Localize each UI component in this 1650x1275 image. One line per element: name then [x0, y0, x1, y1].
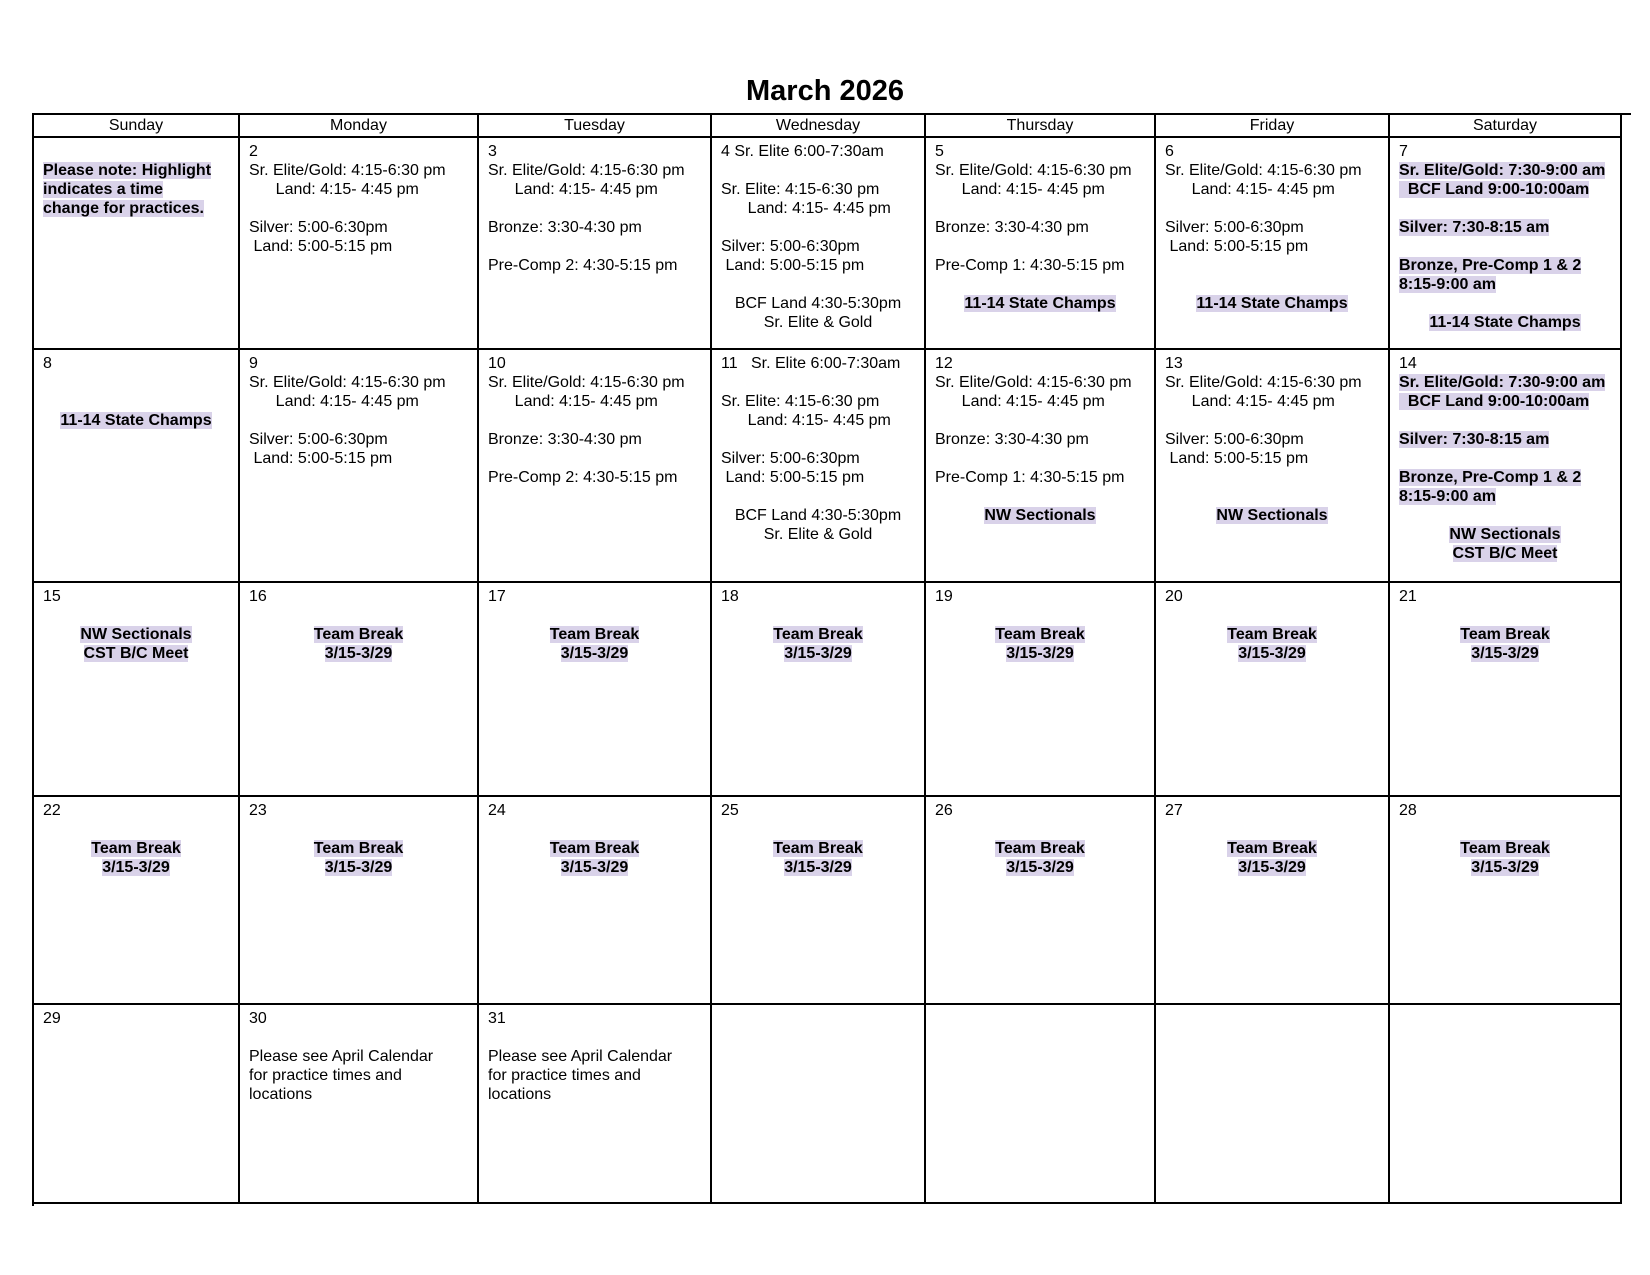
highlight-event: Team Break [313, 840, 404, 857]
highlight-event: Silver: 7:30-8:15 am [1399, 219, 1550, 236]
event-line: Silver: 5:00-6:30pm [249, 219, 388, 236]
calendar-grid [32, 113, 1631, 1206]
highlight-note-line: Please note: Highlight [43, 162, 212, 179]
highlight-event: 3/15-3/29 [1006, 645, 1074, 662]
day-cell-note [34, 138, 240, 350]
day-cell-7 [1390, 138, 1622, 350]
event-line: Pre-Comp 2: 4:30-5:15 pm [488, 257, 678, 274]
day-cell-21 [1390, 583, 1622, 797]
event-line: Sr. Elite & Gold [763, 526, 873, 543]
day-cell-30 [240, 1005, 479, 1204]
weekday-header-wednesday: Wednesday [712, 115, 926, 138]
event-line: Land: 5:00-5:15 pm [721, 469, 865, 486]
day-cell-12 [926, 350, 1156, 583]
day-number: 21 [1399, 588, 1417, 605]
day-number: 31 [488, 1010, 506, 1027]
event-line: Pre-Comp 1: 4:30-5:15 pm [935, 469, 1125, 486]
day-number: 7 [1399, 143, 1408, 160]
day-number: 10 [488, 355, 506, 372]
event-line: Bronze: 3:30-4:30 pm [935, 219, 1089, 236]
event-line: Land: 4:15- 4:45 pm [721, 200, 891, 217]
event-line: Pre-Comp 1: 4:30-5:15 pm [935, 257, 1125, 274]
day-cell-empty [712, 1005, 926, 1204]
event-line: Sr. Elite/Gold: 4:15-6:30 pm [249, 374, 446, 391]
highlight-event: 8:15-9:00 am [1399, 276, 1496, 293]
highlight-event: Team Break [91, 840, 181, 857]
day-cell-22 [34, 797, 240, 1005]
event-line: Sr. Elite/Gold: 4:15-6:30 pm [935, 374, 1132, 391]
highlight-event: 3/15-3/29 [1006, 859, 1074, 876]
highlight-event: 11-14 State Champs [1429, 314, 1581, 331]
highlight-event: Team Break [313, 626, 404, 643]
day-cell-20 [1156, 583, 1390, 797]
highlight-event: 11-14 State Champs [964, 295, 1116, 312]
event-line: Sr. Elite/Gold: 4:15-6:30 pm [1165, 162, 1362, 179]
highlight-event: Sr. Elite/Gold: 7:30-9:00 am [1399, 162, 1606, 179]
highlight-event: CST B/C Meet [83, 645, 189, 662]
day-number: 5 [935, 143, 944, 160]
day-cell-empty [1390, 1005, 1622, 1204]
highlight-event: 3/15-3/29 [1471, 645, 1539, 662]
event-line: Land: 5:00-5:15 pm [1165, 238, 1309, 255]
day-cell-11 [712, 350, 926, 583]
day-cell-13 [1156, 350, 1390, 583]
day-cell-15 [34, 583, 240, 797]
weekday-header-monday: Monday [240, 115, 479, 138]
highlight-event: Team Break [549, 626, 640, 643]
event-line: Land: 4:15- 4:45 pm [935, 181, 1105, 198]
weekday-header-friday: Friday [1156, 115, 1390, 138]
day-cell-24 [479, 797, 712, 1005]
event-line: Sr. Elite/Gold: 4:15-6:30 pm [249, 162, 446, 179]
weekday-header-thursday: Thursday [926, 115, 1156, 138]
highlight-event: 11-14 State Champs [60, 412, 212, 429]
highlight-event: Team Break [773, 626, 863, 643]
day-cell-8 [34, 350, 240, 583]
event-line: Sr. Elite/Gold: 4:15-6:30 pm [935, 162, 1132, 179]
highlight-event: NW Sectionals [984, 507, 1096, 524]
event-line: Bronze: 3:30-4:30 pm [488, 219, 642, 236]
highlight-event: 3/15-3/29 [560, 859, 629, 876]
highlight-event: Team Break [1227, 840, 1317, 857]
event-line: Land: 4:15- 4:45 pm [721, 412, 891, 429]
event-line: Silver: 5:00-6:30pm [249, 431, 388, 448]
event-line: Silver: 5:00-6:30pm [721, 238, 860, 255]
day-cell-17 [479, 583, 712, 797]
day-number: 19 [935, 588, 953, 605]
event-line: Sr. Elite 6:00-7:30am [737, 355, 901, 372]
highlight-event: 3/15-3/29 [560, 645, 629, 662]
event-line: Sr. Elite: 4:15-6:30 pm [721, 393, 880, 410]
day-cell-27 [1156, 797, 1390, 1005]
weekday-header-tuesday: Tuesday [479, 115, 712, 138]
event-line: Bronze: 3:30-4:30 pm [935, 431, 1089, 448]
day-number: 26 [935, 802, 953, 819]
day-number: 23 [249, 802, 267, 819]
event-line: Silver: 5:00-6:30pm [1165, 431, 1304, 448]
event-line: BCF Land 4:30-5:30pm [734, 295, 902, 312]
weekday-header-saturday: Saturday [1390, 115, 1622, 138]
day-cell-23 [240, 797, 479, 1005]
event-line: Sr. Elite/Gold: 4:15-6:30 pm [1165, 374, 1362, 391]
day-number: 14 [1399, 355, 1417, 372]
event-line: Sr. Elite 6:00-7:30am [729, 143, 884, 160]
day-cell-25 [712, 797, 926, 1005]
highlight-event: Bronze, Pre-Comp 1 & 2 [1399, 257, 1582, 274]
event-line: Sr. Elite/Gold: 4:15-6:30 pm [488, 162, 685, 179]
highlight-event: Team Break [995, 840, 1085, 857]
day-cell-19 [926, 583, 1156, 797]
day-cell-9 [240, 350, 479, 583]
day-cell-5 [926, 138, 1156, 350]
event-line: Land: 5:00-5:15 pm [249, 450, 393, 467]
highlight-event: 3/15-3/29 [1471, 859, 1539, 876]
highlight-event: NW Sectionals [1449, 526, 1561, 543]
day-cell-31 [479, 1005, 712, 1204]
highlight-event: BCF Land 9:00-10:00am [1399, 181, 1590, 198]
day-number: 6 [1165, 143, 1174, 160]
highlight-note-line: change for practices. [43, 200, 204, 217]
event-line: Silver: 5:00-6:30pm [721, 450, 860, 467]
day-cell-empty [926, 1005, 1156, 1204]
event-line: BCF Land 4:30-5:30pm [734, 507, 902, 524]
day-number: 12 [935, 355, 953, 372]
day-cell-28 [1390, 797, 1622, 1005]
highlight-event: NW Sectionals [80, 626, 192, 643]
highlight-event: 3/15-3/29 [102, 859, 170, 876]
event-line: Silver: 5:00-6:30pm [1165, 219, 1304, 236]
event-line: Land: 4:15- 4:45 pm [935, 393, 1105, 410]
highlight-event: CST B/C Meet [1452, 545, 1558, 562]
day-number: 25 [721, 802, 739, 819]
event-line: Pre-Comp 2: 4:30-5:15 pm [488, 469, 678, 486]
day-number: 24 [488, 802, 506, 819]
highlight-event: 3/15-3/29 [784, 645, 852, 662]
highlight-event: Team Break [549, 840, 640, 857]
day-cell-4 [712, 138, 926, 350]
highlight-event: Sr. Elite/Gold: 7:30-9:00 am [1399, 374, 1606, 391]
day-number: 13 [1165, 355, 1183, 372]
day-number: 28 [1399, 802, 1417, 819]
day-number: 20 [1165, 588, 1183, 605]
highlight-event: Silver: 7:30-8:15 am [1399, 431, 1550, 448]
day-number: 4 [721, 143, 730, 160]
day-number: 3 [488, 143, 497, 160]
highlight-event: NW Sectionals [1216, 507, 1328, 524]
event-line: Land: 4:15- 4:45 pm [1165, 181, 1335, 198]
day-cell-26 [926, 797, 1156, 1005]
event-line: Land: 5:00-5:15 pm [1165, 450, 1309, 467]
calendar-title: March 2026 [746, 75, 904, 107]
event-line: Land: 4:15- 4:45 pm [1165, 393, 1335, 410]
event-line: Sr. Elite/Gold: 4:15-6:30 pm [488, 374, 685, 391]
day-number: 18 [721, 588, 739, 605]
day-cell-2 [240, 138, 479, 350]
day-number: 9 [249, 355, 258, 372]
event-line: Land: 4:15- 4:45 pm [488, 393, 658, 410]
day-cell-6 [1156, 138, 1390, 350]
event-line: Land: 4:15- 4:45 pm [249, 181, 419, 198]
event-line: Land: 5:00-5:15 pm [249, 238, 393, 255]
april-note: Please see April Calendar for practice times and locations [488, 1048, 673, 1103]
highlight-event: Team Break [1227, 626, 1317, 643]
highlight-event: 3/15-3/29 [324, 859, 393, 876]
highlight-event: BCF Land 9:00-10:00am [1399, 393, 1590, 410]
event-line: Sr. Elite: 4:15-6:30 pm [721, 181, 880, 198]
highlight-event: 3/15-3/29 [324, 645, 393, 662]
highlight-event: Team Break [995, 626, 1085, 643]
event-line: Land: 5:00-5:15 pm [721, 257, 865, 274]
event-line: Bronze: 3:30-4:30 pm [488, 431, 642, 448]
day-cell-29 [34, 1005, 240, 1204]
day-cell-empty [1156, 1005, 1390, 1204]
weekday-header-sunday: Sunday [34, 115, 240, 138]
day-number: 16 [249, 588, 267, 605]
day-number: 2 [249, 143, 258, 160]
highlight-event: 3/15-3/29 [784, 859, 852, 876]
day-number: 8 [43, 355, 52, 372]
highlight-event: 8:15-9:00 am [1399, 488, 1496, 505]
day-number: 27 [1165, 802, 1183, 819]
day-number: 15 [43, 588, 61, 605]
day-cell-18 [712, 583, 926, 797]
day-number: 29 [43, 1010, 61, 1027]
day-number: 22 [43, 802, 61, 819]
day-cell-10 [479, 350, 712, 583]
highlight-event: Team Break [773, 840, 863, 857]
highlight-event: Team Break [1460, 840, 1550, 857]
april-note: Please see April Calendar for practice times and locations [249, 1048, 434, 1103]
highlight-event: Bronze, Pre-Comp 1 & 2 [1399, 469, 1582, 486]
highlight-event: Team Break [1460, 626, 1550, 643]
day-cell-16 [240, 583, 479, 797]
day-number: 17 [488, 588, 506, 605]
highlight-event: 11-14 State Champs [1196, 295, 1348, 312]
day-number: 11 [721, 355, 738, 372]
day-cell-3 [479, 138, 712, 350]
day-cell-14 [1390, 350, 1622, 583]
highlight-event: 3/15-3/29 [1238, 859, 1306, 876]
day-number: 30 [249, 1010, 267, 1027]
event-line: Sr. Elite & Gold [763, 314, 873, 331]
highlight-note-line: indicates a time [43, 181, 164, 198]
event-line: Land: 4:15- 4:45 pm [488, 181, 658, 198]
highlight-event: 3/15-3/29 [1238, 645, 1306, 662]
event-line: Land: 4:15- 4:45 pm [249, 393, 419, 410]
